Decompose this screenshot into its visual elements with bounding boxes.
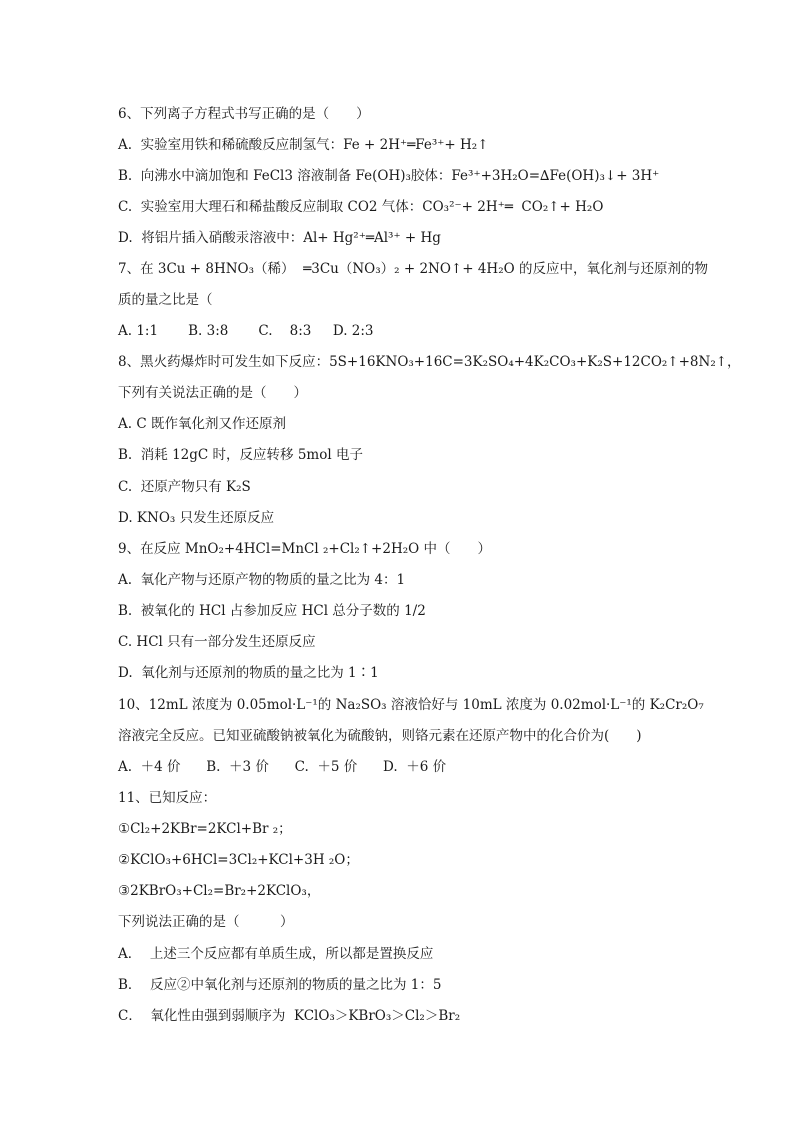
question-10-stem-cont: 溶液完全反应。已知亚硫酸钠被氧化为硫酸钠，则铬元素在还原产物中的化合价为( ) <box>118 728 642 744</box>
question-11-reaction-3: ③2KBrO₃+Cl₂=Br₂+2KClO₃， <box>118 883 321 899</box>
question-11-option-b: B． 反应②中氧化剂与还原剂的物质的量之比为 1：5 <box>118 977 442 993</box>
question-11-option-c: C． 氧化性由强到弱顺序为 KClO₃＞KBrO₃＞Cl₂＞Br₂ <box>118 1008 461 1024</box>
question-10-options: A. ＋4 价 B. ＋3 价 C. ＋5 价 D. ＋6 价 <box>118 759 447 775</box>
question-10-stem: 10、12mL 浓度为 0.05mol·L⁻¹的 Na₂SO₃ 溶液恰好与 10mL 浓度为 0.02mol·L⁻¹的 K₂Cr₂O₇ <box>118 697 704 713</box>
question-11-stem: 11、已知反应： <box>118 790 217 806</box>
question-8-stem: 8、黑火药爆炸时可发生如下反应：5S+16KNO₃+16C=3K₂SO₄+4K₂CO₃+K₂S+12CO₂↑+8N₂↑， <box>118 354 741 370</box>
question-11-option-a: A． 上述三个反应都有单质生成，所以都是置换反应 <box>118 946 434 962</box>
question-9-option-d: D. 氧化剂与还原剂的物质的量之比为 1∶1 <box>118 665 379 681</box>
question-7-options: A. 1:1 B. 3:8 C. 8:3 D. 2:3 <box>118 323 374 339</box>
question-11-prompt: 下列说法正确的是（ ） <box>118 914 294 930</box>
question-8-option-c: C. 还原产物只有 K₂S <box>118 479 251 495</box>
question-11-reaction-2: ②KClO₃+6HCl=3Cl₂+KCl+3H ₂O； <box>118 852 359 868</box>
question-7-stem: 7、在 3Cu + 8HNO₃（稀） ═3Cu（NO₃）₂ + 2NO↑+ 4H₂O 的反应中，氧化剂与还原剂的物 <box>118 261 708 277</box>
question-8-option-b: B. 消耗 12gC 时，反应转移 5mol 电子 <box>118 447 363 463</box>
question-8-option-a: A. C 既作氧化剂又作还原剂 <box>118 416 286 432</box>
question-6-option-c: C. 实验室用大理石和稀盐酸反应制取 CO2 气体：CO₃²⁻+ 2H⁺═ CO₂↑+ H₂O <box>118 199 604 215</box>
question-6-option-a: A. 实验室用铁和稀硫酸反应制氢气：Fe + 2H⁺═Fe³⁺+ H₂↑ <box>118 137 489 153</box>
question-9-option-a: A. 氧化产物与还原产物的物质的量之比为 4：1 <box>118 572 406 588</box>
question-8-option-d: D. KNO₃ 只发生还原反应 <box>118 510 275 526</box>
question-9-stem: 9、在反应 MnO₂+4HCl=MnCl ₂+Cl₂↑+2H₂O 中（ ） <box>118 541 492 557</box>
question-6-stem: 6、下列离子方程式书写正确的是（ ） <box>118 106 370 122</box>
question-9-option-c: C. HCl 只有一部分发生还原反应 <box>118 634 316 650</box>
question-7-stem-cont: 质的量之比是（ <box>118 292 213 308</box>
question-11-reaction-1: ①Cl₂+2KBr=2KCl+Br ₂； <box>118 821 292 837</box>
question-9-option-b: B. 被氧化的 HCl 占参加反应 HCl 总分子数的 1/2 <box>118 603 426 619</box>
question-6-option-b: B. 向沸水中滴加饱和 FeCl3 溶液制备 Fe(OH)₃胶体：Fe³⁺+3H₂O=∆Fe(OH)₃↓+ 3H⁺ <box>118 168 660 184</box>
question-6-option-d: D. 将铝片插入硝酸汞溶液中：Al+ Hg²⁺═Al³⁺ + Hg <box>118 230 441 246</box>
question-8-stem-cont: 下列有关说法正确的是（ ） <box>118 385 307 401</box>
